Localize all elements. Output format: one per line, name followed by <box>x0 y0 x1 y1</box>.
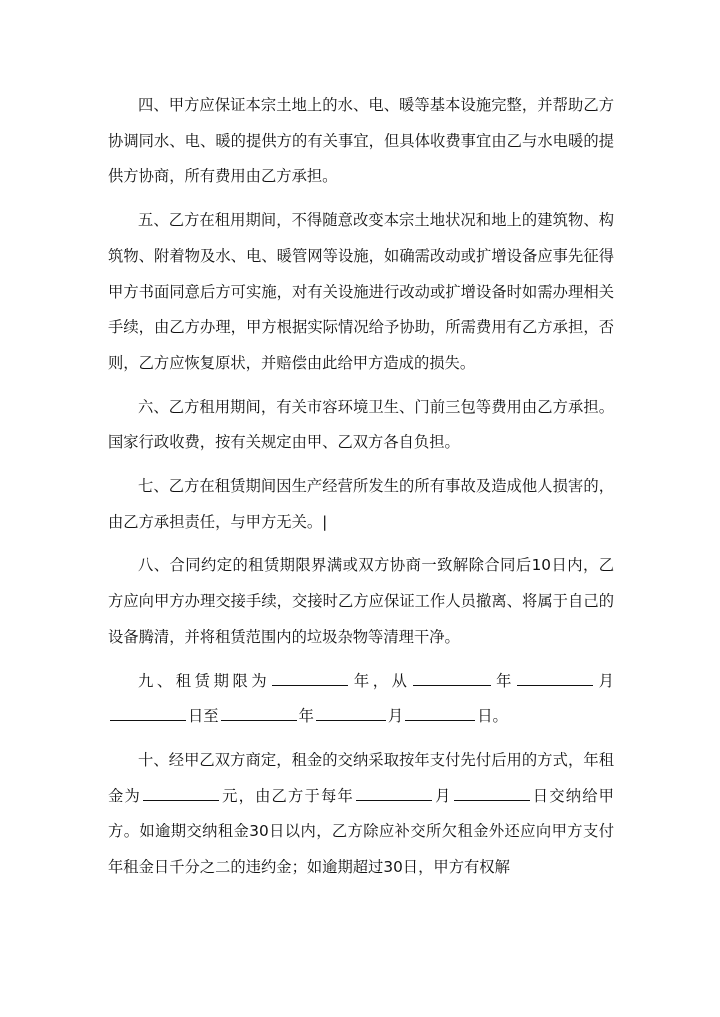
rent-text-1: 元，由乙方于每年 <box>220 786 354 805</box>
blank-field <box>316 706 386 721</box>
clause-5: 五、乙方在租用期间，不得随意改变本宗土地状况和地上的建筑物、构筑物、附着物及水、电、暖管网等设施，如确需改动或扩增设备应事先征得甲方书面同意后方可实施，对有关设施进行改动或扩增设备时如需办理相关手续，由乙方办理，甲方根据实际情况给予协助，所需费用有乙方承担，否则，乙方应恢复原状，并赔偿由此给甲方造成的损失。 <box>108 211 614 372</box>
document-page <box>108 88 614 894</box>
blank-field <box>110 706 186 721</box>
term-text-2: 年 <box>492 671 516 690</box>
term-text-4: 日至 <box>188 707 219 726</box>
term-text-7: 日。 <box>477 707 508 726</box>
blank-field <box>405 706 475 721</box>
term-prefix: 九、租赁期限为 <box>138 671 271 690</box>
term-text-6: 月 <box>387 707 404 726</box>
clause-8: 八、合同约定的租赁期限界满或双方协商一致解除合同后10日内，乙方应向甲方办理交接手续，交接时乙方应保证工作人员撤离、将属于自己的设备腾清，并将租赁范围内的垃圾杂物等清理干净。 <box>108 556 614 646</box>
blank-field <box>356 786 432 801</box>
blank-field <box>272 671 348 686</box>
rent-text-2: 月 <box>433 786 452 805</box>
blank-field <box>517 671 593 686</box>
blank-field <box>143 786 219 801</box>
clause-7: 七、乙方在租赁期间因生产经营所发生的所有事故及造成他人损害的，由乙方承担责任，与甲方无关。| <box>108 477 614 531</box>
blank-field <box>454 786 530 801</box>
blank-field <box>413 671 491 686</box>
blank-field <box>221 706 297 721</box>
clause-10-rent <box>108 743 614 886</box>
clause-6: 六、乙方租用期间，有关市容环境卫生、门前三包等费用由乙方承担。国家行政收费，按有关规定由甲、乙双方各自负担。 <box>108 397 614 452</box>
term-text-5: 年 <box>298 707 314 726</box>
rent-prefix: 十、经甲乙双方商定，租金的交纳采取按年支付先付后用的方式，年租金为 <box>108 750 614 805</box>
term-text-1: 年，从 <box>350 671 411 690</box>
clause-4: 四、甲方应保证本宗土地上的水、电、暖等基本设施完整，并帮助乙方协调同水、电、暖的提供方的有关事宜，但具体收费事宜由乙与水电暖的提供方协商，所有费用由乙方承担。 <box>108 96 614 186</box>
rent-text-3: 日交纳给甲方。如逾期交纳租金30日以内，乙方除应补交所欠租金外还应向甲方支付年租金日千分之二的违约金；如逾期超过30日，甲方有权解 <box>108 786 614 877</box>
clause-9-term <box>108 664 614 735</box>
term-text-3: 月 <box>595 671 614 690</box>
